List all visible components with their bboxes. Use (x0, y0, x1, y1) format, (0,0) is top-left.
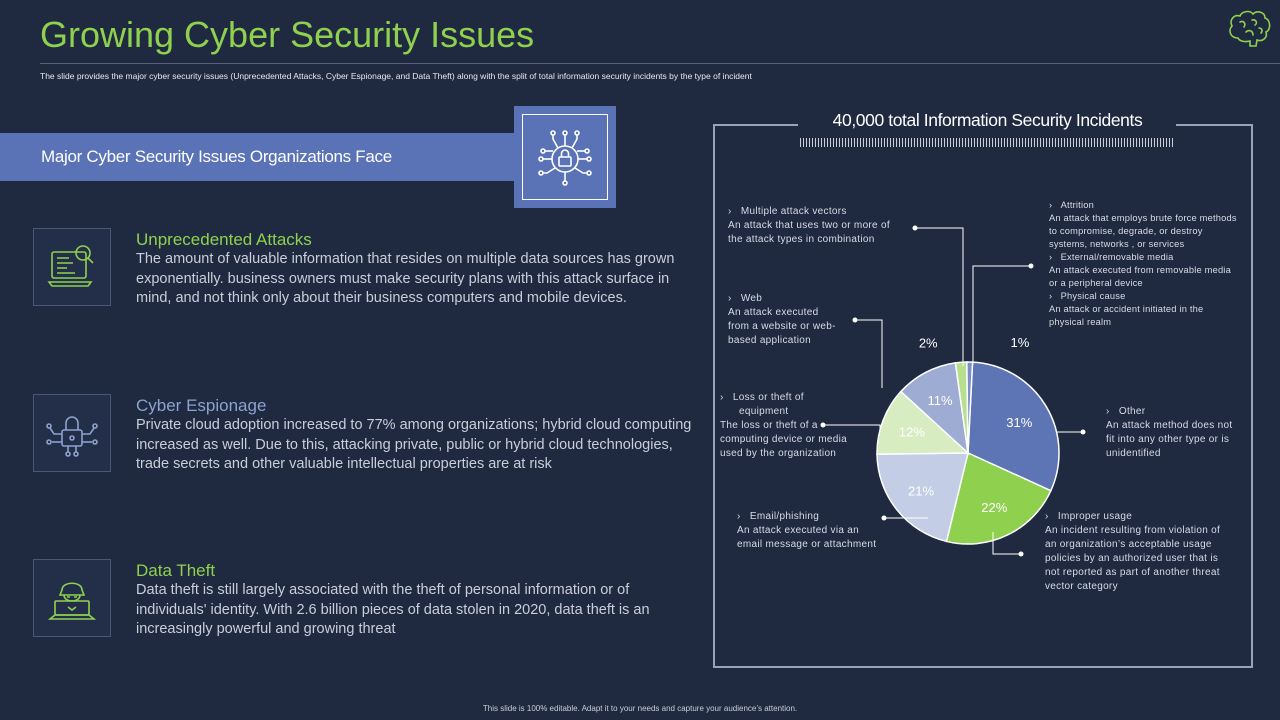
note-multiple-line-1: An attack that uses two or more of (728, 220, 890, 231)
issue-body-2: Private cloud adoption increased to 77% among organizations; hybrid cloud computing increased as well. Due to this, attacking private, public or hybrid cloud technologies, trade secrets and other valuable intellectual properties are at risk (136, 417, 692, 472)
leader-dot-attrition (1029, 264, 1034, 269)
pie-label-7: 1% (1010, 335, 1030, 351)
leader-dot-improper (1019, 552, 1024, 557)
leader-dot-web (853, 318, 858, 323)
note-improper-title: › Improper usage (1045, 511, 1133, 522)
issue-title-1: Unprecedented Attacks (136, 230, 312, 249)
pie-label-4: 12% (898, 424, 925, 440)
note-attrition-line-2: to compromise, degrade, or destroy (1049, 226, 1203, 236)
page-subtitle: The slide provides the major cyber security issues (Unprecedented Attacks, Cyber Espionage, and Data Theft) along with the split of total information security incidents by the type of incident (40, 71, 752, 81)
note-email (737, 510, 876, 552)
note-attrition-title: › Attrition (1049, 200, 1094, 210)
note-external-title: › External/removable media (1049, 252, 1174, 262)
note-web-line-1: An attack executed (728, 307, 819, 318)
note-web-line-2: from a website or web- (728, 321, 836, 332)
leader-attrition (973, 266, 1031, 365)
note-email-line-1: An attack executed via an (737, 525, 860, 536)
note-other-title: › Other (1106, 406, 1146, 417)
note-loss-line-1: The loss or theft of a (720, 420, 818, 431)
note-attrition (1049, 199, 1237, 329)
banner-label: Major Cyber Security Issues Organizations Face (41, 147, 392, 166)
note-other-line-3: unidentified (1106, 448, 1161, 459)
note-other-line-1: An attack method does not (1106, 420, 1233, 431)
note-other (1106, 405, 1232, 461)
note-loss-title-2: equipment (739, 406, 789, 417)
chart-title: 40,000 total Information Security Incidents (832, 110, 1143, 130)
issue-body-3: Data theft is still largely associated with the theft of personal information or of individuals' identity. With 2.6 billion pieces of data stolen in 2020, data theft is an increasingly powerful and growing threat (136, 582, 650, 637)
pie-label-3: 21% (908, 483, 935, 499)
note-physical-line-2: physical realm (1049, 317, 1112, 327)
leader-dot-email (882, 516, 887, 521)
page-footer: This slide is 100% editable. Adapt it to your needs and capture your audience’s attention. (482, 704, 798, 713)
leader-web (855, 320, 882, 388)
pie-label-2: 22% (981, 500, 1008, 516)
note-loss-line-3: used by the organization (720, 448, 837, 459)
note-other-line-2: fit into any other type or is (1106, 434, 1230, 445)
note-improper-line-5: vector category (1045, 581, 1118, 592)
note-physical-title: › Physical cause (1049, 291, 1126, 301)
leader-improper (993, 532, 1021, 554)
issue-body-1: The amount of valuable information that resides on multiple data sources has grown exponentially. business owners must make security plans with this attack surface in mind, and not think only about their business computers and mobile devices. (136, 251, 675, 306)
note-multiple-title: › Multiple attack vectors (728, 206, 847, 217)
note-web (728, 292, 836, 348)
leader-multiple (915, 228, 963, 366)
note-external-line-2: or a peripheral device (1049, 278, 1143, 288)
note-multiple (728, 205, 890, 247)
issue-title-2: Cyber Espionage (136, 396, 267, 415)
note-attrition-line-3: systems, networks , or services (1049, 239, 1185, 249)
note-email-title: › Email/phishing (737, 511, 820, 522)
note-attrition-line-1: An attack that employs brute force methods (1049, 213, 1237, 223)
pie-label-1: 31% (1006, 414, 1033, 430)
note-multiple-line-2: the attack types in combination (728, 234, 875, 245)
pie-label-6: 2% (918, 335, 938, 351)
note-improper-line-4: not reported as part of another threat (1045, 567, 1220, 578)
note-web-line-3: based application (728, 335, 811, 346)
note-improper-line-1: An incident resulting from violation of (1045, 525, 1221, 536)
note-email-line-2: email message or attachment (737, 539, 877, 550)
note-improper-line-3: policies by an authorized user that is (1045, 553, 1219, 564)
leader-dot-other (1081, 430, 1086, 435)
pie-label-5: 11% (927, 392, 953, 408)
page-title: Growing Cyber Security Issues (40, 14, 535, 55)
leader-dot-multiple (913, 226, 918, 231)
note-web-title: › Web (728, 293, 763, 304)
note-improper-line-2: an organization’s acceptable usage (1045, 539, 1212, 550)
note-physical-line-1: An attack or accident initiated in the (1049, 304, 1204, 314)
note-loss-line-2: computing device or media (720, 434, 848, 445)
issue-title-3: Data Theft (136, 561, 216, 580)
note-loss-title: › Loss or theft of (720, 392, 804, 403)
note-external-line-1: An attack executed from removable media (1049, 265, 1231, 275)
note-loss (720, 391, 847, 461)
note-improper (1045, 510, 1220, 594)
